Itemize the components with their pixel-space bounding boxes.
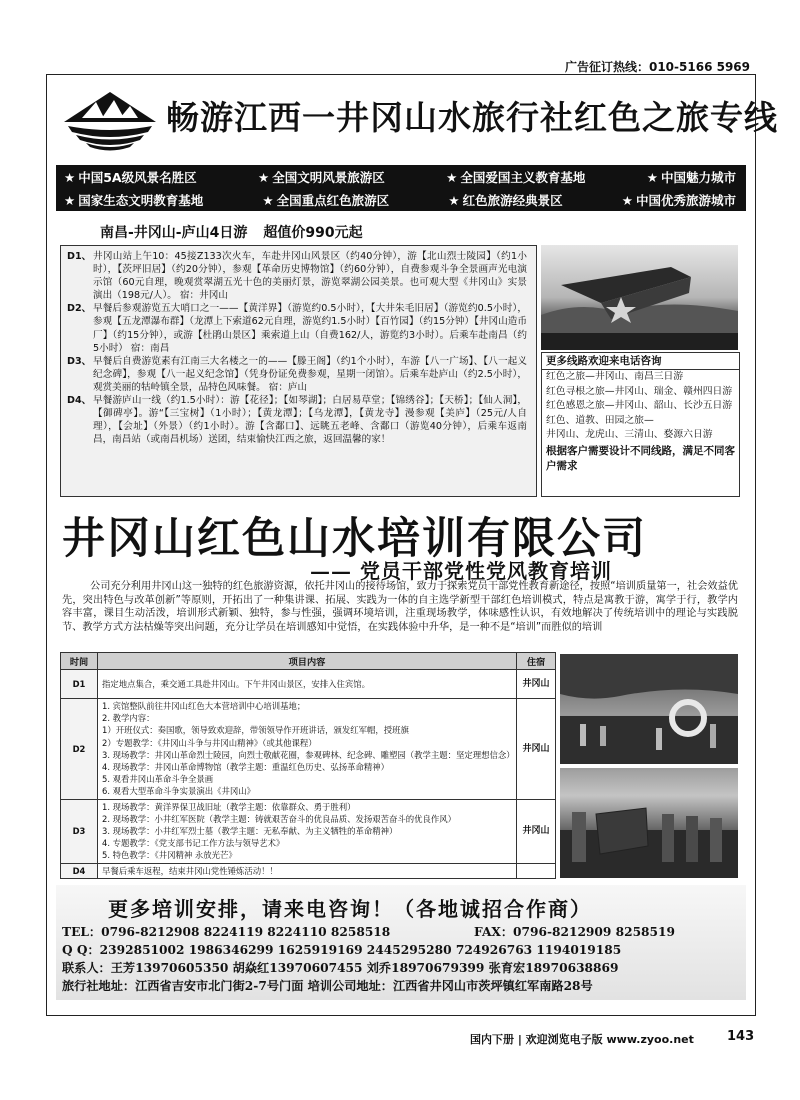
itinerary-day [67, 302, 527, 354]
table-header-row [61, 653, 556, 670]
table-row [61, 670, 556, 699]
honor-tag: ★ 全国文明风景旅游区 [258, 168, 385, 188]
more-routes-box [541, 352, 740, 497]
ceremony-photo [560, 654, 738, 764]
honors-row [56, 188, 746, 211]
agency-logo [62, 88, 158, 152]
content-line: 6. 观看大型革命斗争实景演出《井冈山》 [102, 786, 256, 797]
column-header: 住宿 [517, 653, 556, 670]
monument-photo [541, 245, 738, 350]
address-line: 旅行社地址：江西省吉安市北门街2-7号门面 培训公司地址：江西省井冈山市茨坪镇红军南路28号 [62, 979, 593, 993]
honors-bar [56, 165, 746, 211]
ceremony-illustration [560, 654, 738, 764]
route-price: 超值价990元起 [263, 225, 363, 241]
contact-people: 联系人：王芳13970605350 胡焱红13970607455 刘乔18970679399 张育宏18970638869 [62, 961, 619, 975]
route-option: 井冈山、龙虎山、三清山、婺源六日游 [546, 429, 713, 441]
itinerary-day [67, 250, 527, 302]
company-intro: 公司充分利用井冈山这一独特的红色旅游资源，依托井冈山的接待场馆，致力于探索党员干部党性教育新途径，按照“培训质量第一，社会效益优先，突出特色与改革创新”等原则，开拓出了一种集讲课、拓展、实践为一体的自主选学新型干部红色培训模式，特点是寓教于游，寓学于行，教学内容丰富，课目生动活泼，培训形式新颖、独特，参与性强，强调环境培训，注重现场教学，体味感性认识，有效地解决了传统培训中的理论与实践脱节、教学方式方法枯燥等突出问题，充分让学员在培训感知中觉悟，在实践体验中升华，是一种不是“培训”而胜似的培训 [62, 581, 738, 633]
phone-line: TEL：0796-8212908 8224119 8224110 8258518 [62, 925, 391, 939]
route-heading [100, 222, 363, 242]
content-line: 1. 宾馆整队前往井冈山红色大本营培训中心培训基地； [102, 701, 306, 711]
lodging-cell [517, 863, 556, 878]
content-cell [98, 863, 517, 878]
lodging-cell: 井冈山 [517, 799, 556, 863]
content-line: 2. 现场教学：小井红军医院（教学主题：铸就艰苦奋斗的优良品质、发扬艰苦奋斗的优良作风） [102, 813, 457, 824]
honor-tag: ★ 中国5A级风景名胜区 [64, 168, 197, 188]
content-cell [98, 799, 517, 863]
honor-tag: ★ 中国优秀旅游城市 [622, 191, 736, 211]
content-line: 5. 特色教学：《井冈精神 永放光芒》 [102, 850, 237, 861]
day-cell: D2 [61, 699, 98, 800]
content-line: 3. 现场教学：小井红军烈士墓（教学主题：无私奉献、为主义牺牲的革命精神） [102, 826, 398, 837]
route-option: 红色感恩之旅—井冈山、韶山、长沙五日游 [546, 400, 733, 412]
content-line: 5. 观看井冈山革命斗争全景画 [102, 774, 214, 785]
page-footer: 国内下册 | 欢迎浏览电子版 www.zyoo.net [470, 1033, 694, 1046]
day-text: 早餐游庐山一线（约1.5小时）：游【花径】；【如琴湖】；白居易草堂；【锦绣谷】；【天桥】；【仙人洞】，【御碑亭】。游“【三宝树】（1小时）；【黄龙潭】；【乌龙潭】，【黄龙寺】漫参观【美庐】（25元/人自理），【会址】（外景）（约1小时）。游【含鄱口】、远眺五老峰、含鄱口（游览40分钟），后乘车返南昌，南昌站（或南昌机场）送团，结束愉快江西之旅，返回温馨的家！ [93, 395, 527, 446]
day-label: D1、 [67, 251, 92, 262]
itinerary-day [67, 355, 527, 394]
ad-hotline: 广告征订热线：010-5166 5969 [564, 60, 750, 74]
day-text: 早餐后参观游览五大哨口之一——【黄洋界】（游览约0.5小时），【大井朱毛旧居】（游览约0.5小时），参观【五龙潭瀑布群】（龙潭上下索道62元自理，游览约1.5小时）【百竹园】（约15分钟）【井冈山造币厂】（约15分钟），或游【杜鹃山景区】乘索道上山（自费162/人，游览约3小时）。后乘车赴南昌（约5小时） 宿：南昌 [93, 303, 527, 354]
content-line: 3. 现场教学：井冈山革命烈士陵园，向烈士敬献花圈，参观碑林、纪念碑、雕塑园（教学主题：坚定理想信念） [102, 749, 515, 760]
table-row [61, 799, 556, 863]
route-option: 红色寻根之旅—井冈山、瑞金、赣州四日游 [546, 385, 733, 397]
flag-oath-photo [560, 768, 738, 878]
company-subtitle: —— 党员干部党性党风教育培训 [310, 559, 612, 583]
monument-illustration [541, 245, 738, 350]
page-number: 143 [727, 1029, 755, 1044]
column-header: 时间 [61, 653, 98, 670]
table-row [61, 699, 556, 800]
column-header: 项目内容 [98, 653, 517, 670]
qq-line: Q Q：2392851002 1986346299 1625919169 2445295280 724926763 1194019185 [62, 943, 622, 957]
honor-tag: ★ 全国爱国主义教育基地 [446, 168, 585, 188]
honors-row [56, 165, 746, 188]
honor-tag: ★ 全国重点红色旅游区 [262, 191, 389, 211]
itinerary-panel [60, 245, 537, 497]
honor-tag: ★ 红色旅游经典景区 [448, 191, 562, 211]
day-text: 早餐后自费游览素有江南三大名楼之一的——【滕王阁】（约1个小时），车游【八一广场】、【八一起义纪念碑】，参观【八一起义纪念馆】（凭身份证免费参观，星期一闭馆）。后乘车赴庐山（约2.5小时），观赏美丽的牯岭镇全景，品特色风味餐。 宿：庐山 [93, 355, 527, 393]
content-line: 4. 专题教学：《党支部书记工作方法与领导艺术》 [102, 838, 285, 849]
content-cell [98, 670, 517, 699]
content-line: 指定地点集合，乘交通工具赴井冈山。下午井冈山景区，安排入住宾馆。 [102, 678, 370, 689]
itinerary-list [67, 250, 527, 446]
page-title: 畅游江西一井冈山水旅行社红色之旅专线 [166, 98, 778, 137]
content-line: 1. 现场教学：黄洋界保卫战旧址（教学主题：依靠群众、勇于胜利） [102, 801, 356, 812]
more-training-heading: 更多培训安排，请来电咨询！（各地诚招合作商） [108, 897, 592, 921]
day-cell: D3 [61, 799, 98, 863]
day-cell: D1 [61, 670, 98, 699]
lodging-cell: 井冈山 [517, 699, 556, 800]
day-label: D2、 [67, 303, 92, 315]
content-cell [98, 699, 517, 800]
custom-route-note: 根据客户需要设计不同线路，满足不同客户需求 [546, 445, 735, 473]
content-line: 2. 教学内容： [102, 713, 155, 724]
route-option: 红色、道教、田园之旅— [546, 414, 654, 426]
fax-line: FAX：0796-8212909 8258519 [474, 925, 675, 939]
day-text: 井冈山站上午10：45接Z133次火车，车赴井冈山风景区（约40分钟），游【北山烈士陵园】（约1小时），【茨坪旧居】（约20分钟），参观【革命历史博物馆】（约60分钟），自费参观斗争全景画声光电演示馆（60元自理，晚观赏翠湖五光十色的美丽灯景，游览翠湖公园美景。也可观大型《井冈山》实景演出（198元/人）。 宿：井冈山 [93, 251, 527, 302]
day-cell: D4 [61, 863, 98, 878]
itinerary-day [67, 394, 527, 446]
company-title: 井冈山红色山水培训有限公司 [62, 514, 647, 564]
honor-tag: ★ 国家生态文明教育基地 [64, 191, 203, 211]
flag-oath-illustration [560, 768, 738, 878]
day-label: D4、 [67, 395, 92, 407]
day-label: D3、 [67, 355, 92, 367]
honor-tag: ★ 中国魅力城市 [647, 168, 736, 188]
more-routes-heading: 更多线路欢迎来电话咨询 [542, 353, 739, 370]
lodging-cell: 井冈山 [517, 670, 556, 699]
training-schedule-table [60, 652, 556, 879]
content-line: 1）开班仪式：奏国歌，领导致欢迎辞，带领领导作开班讲话，颁发红军帽，授班旗 [102, 725, 409, 736]
route-option: 红色之旅—井冈山、南昌三日游 [546, 371, 684, 383]
table-row [61, 863, 556, 878]
route-name: 南昌-井冈山-庐山4日游 [100, 225, 248, 241]
content-line: 4. 现场教学：井冈山革命博物馆（教学主题：重温红色历史、弘扬革命精神） [102, 762, 390, 773]
content-line: 2）专题教学：《井冈山斗争与井冈山精神》（或其他课程） [102, 737, 317, 748]
content-line: 早餐后乘车返程，结束井冈山党性锤炼活动！！ [102, 865, 278, 876]
